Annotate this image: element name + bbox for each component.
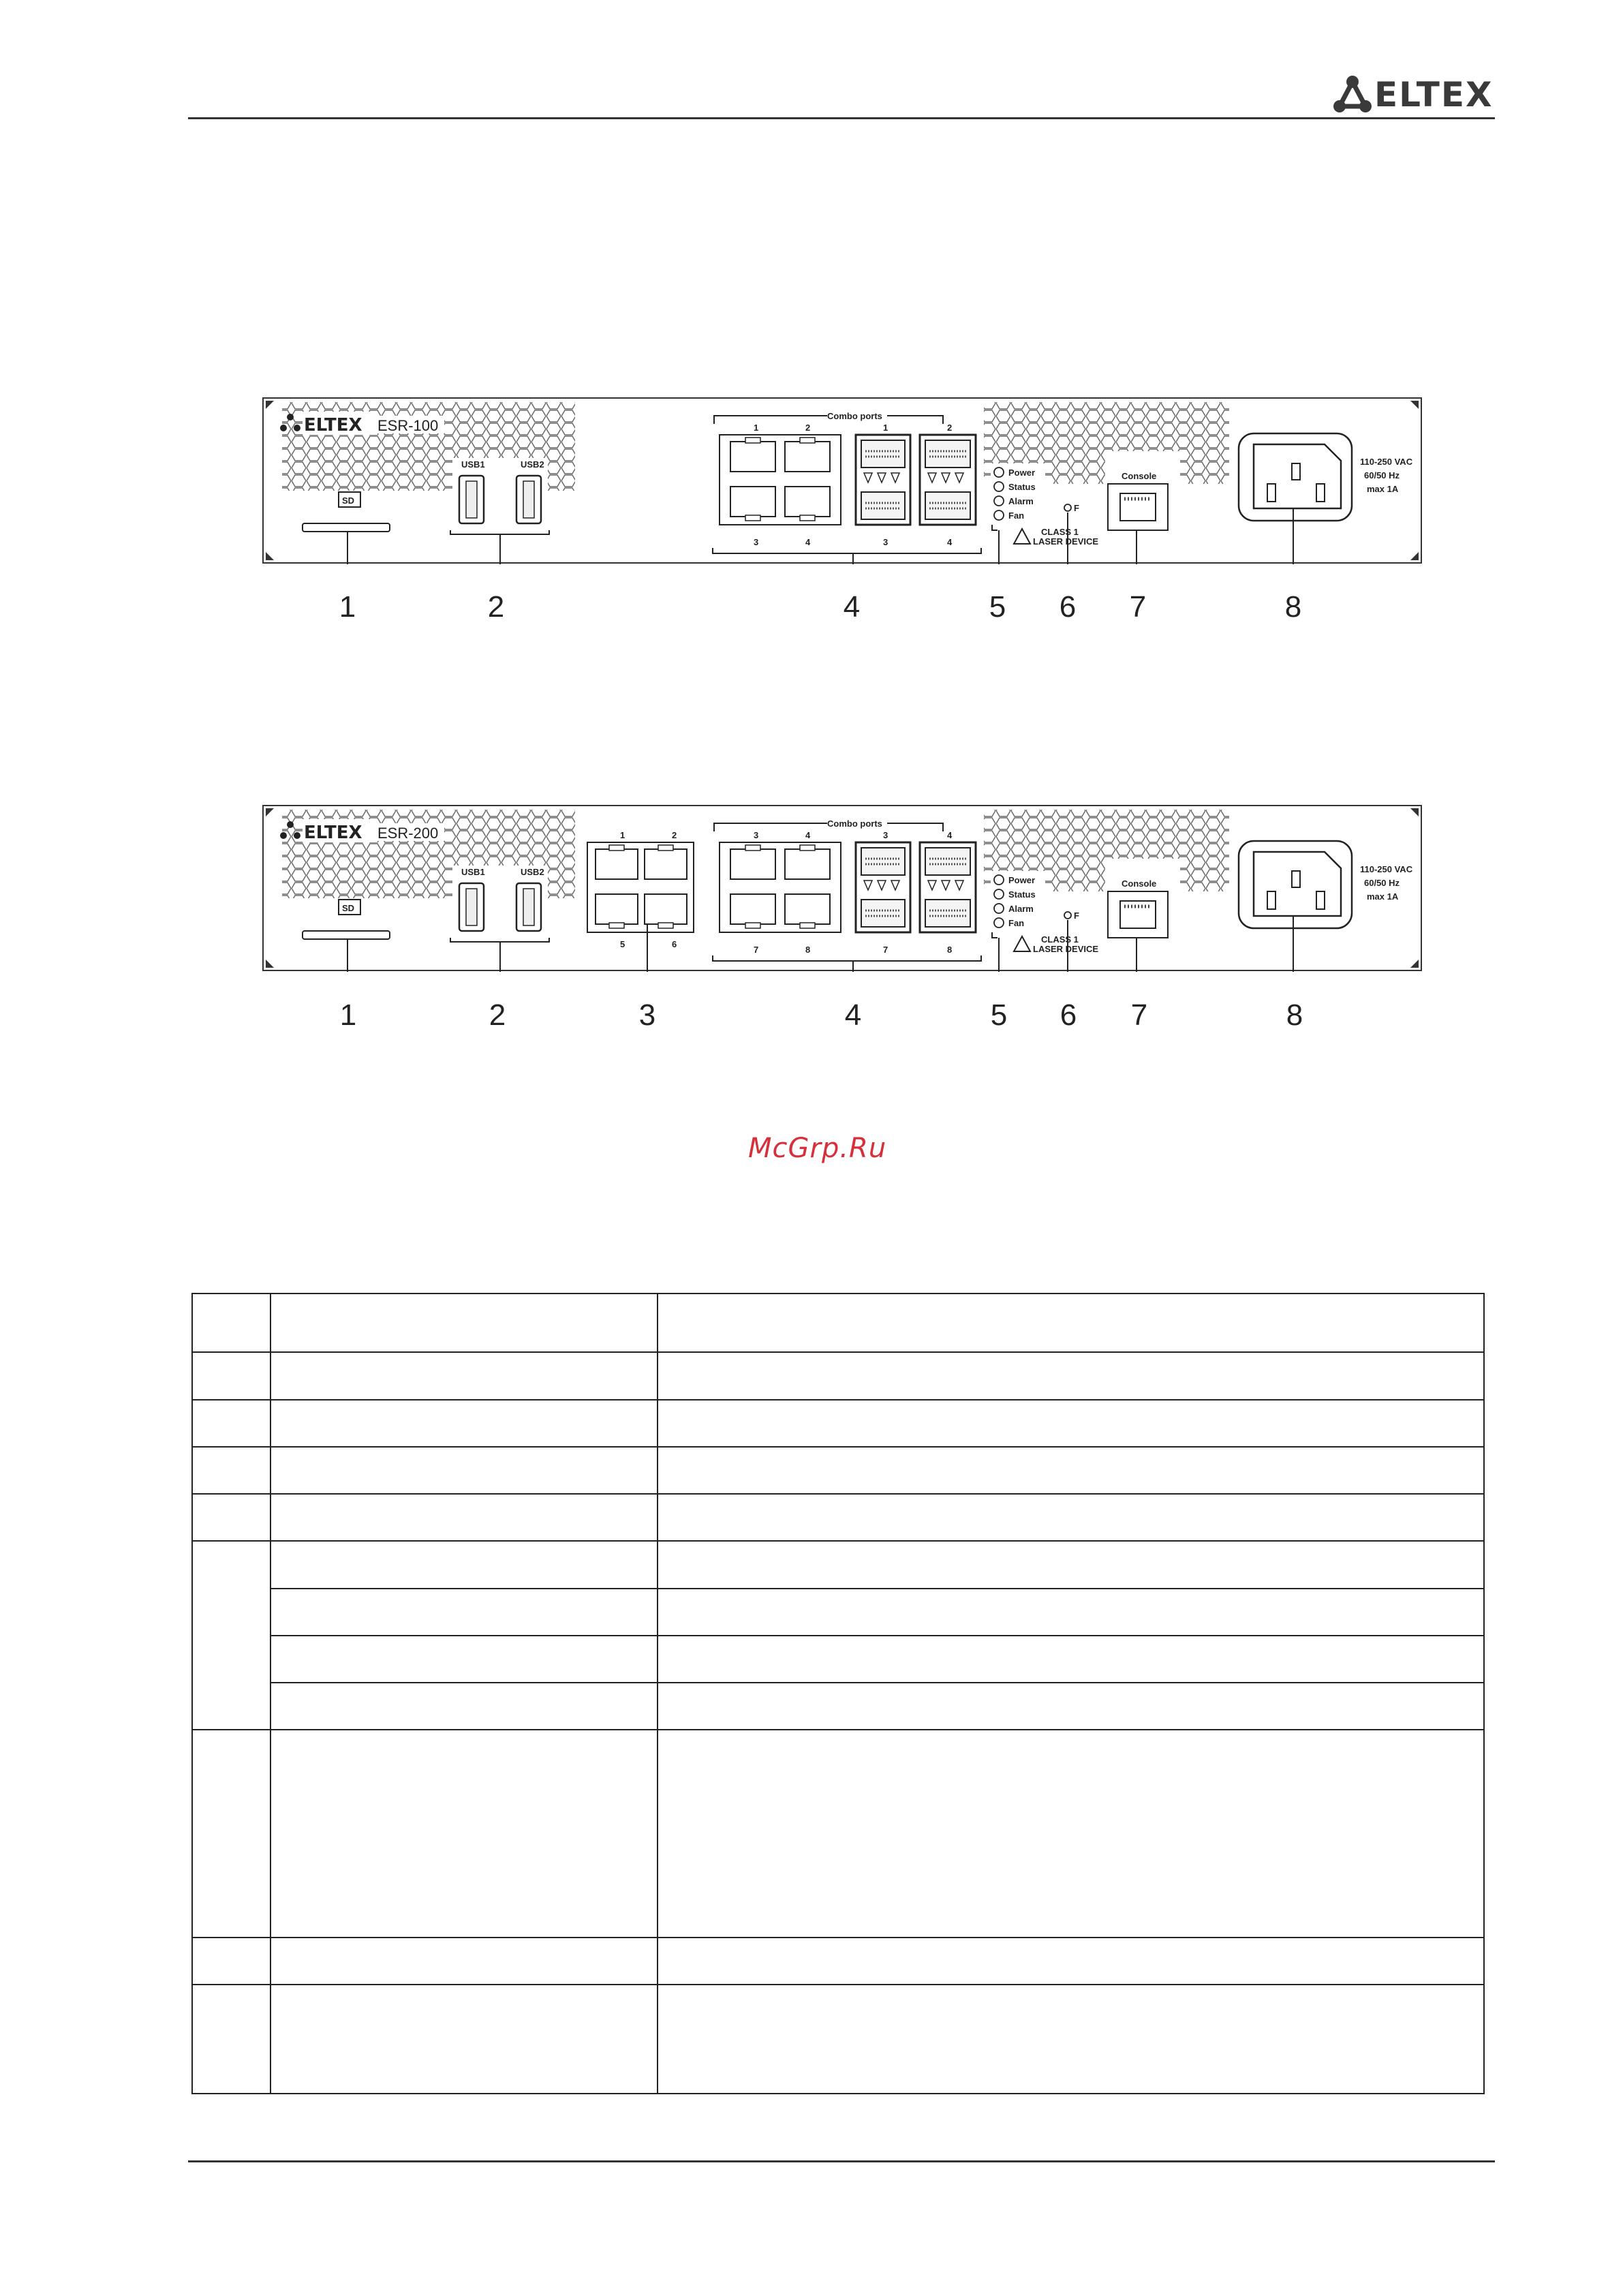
led-status (994, 889, 1004, 899)
sfp-port[interactable] (861, 848, 905, 875)
rj45-port[interactable] (730, 438, 775, 472)
sfp-port[interactable] (861, 900, 905, 927)
power-rating-current: max 1A (1367, 484, 1399, 494)
led-fan (994, 510, 1004, 520)
rj45-port[interactable] (785, 894, 830, 928)
led-alarm (994, 496, 1004, 506)
rj45-label-top-2: 2 (672, 830, 677, 840)
sfp-port[interactable] (925, 900, 970, 927)
callout-8: 8 (1286, 998, 1303, 1032)
power-rating-voltage: 110-250 VAC (1360, 457, 1413, 467)
power-rating-frequency: 60/50 Hz (1364, 878, 1400, 888)
callout-1: 1 (339, 590, 356, 624)
combo-label-top-1: 1 (754, 423, 759, 433)
callout-7: 7 (1129, 590, 1147, 624)
table-row (192, 1541, 1484, 1589)
callout-2: 2 (489, 998, 506, 1032)
rj45-port[interactable] (645, 845, 687, 879)
console-port[interactable] (1108, 484, 1168, 530)
svg-text:SD: SD (342, 495, 355, 506)
f-reset-button[interactable] (1064, 504, 1071, 511)
watermark: McGrp.Ru (748, 1133, 887, 1164)
rj45-label-bottom-2: 6 (672, 939, 677, 949)
sfp-port[interactable] (925, 848, 970, 875)
led-power-label: Power (1008, 875, 1036, 885)
callout-5: 5 (989, 590, 1006, 624)
led-status (994, 482, 1004, 491)
front-panel-description-table (191, 1293, 1485, 2094)
panel-brand: ELTEX (304, 823, 362, 843)
rj45-port[interactable] (730, 487, 775, 521)
combo-label-top-4: 4 (947, 830, 953, 840)
header-rule (188, 117, 1495, 119)
combo-label-top-4: 2 (947, 423, 953, 433)
rj45-port[interactable] (596, 894, 638, 928)
combo-label-bottom-3: 3 (883, 537, 888, 547)
esr100-front-panel (262, 397, 1423, 564)
sfp-port[interactable] (925, 492, 970, 519)
rj45-label-top-1: 1 (620, 830, 625, 840)
rj45-port[interactable] (785, 487, 830, 521)
callout-6: 6 (1059, 590, 1077, 624)
console-port[interactable] (1108, 891, 1168, 938)
sfp-port[interactable] (861, 492, 905, 519)
svg-text:SD: SD (342, 903, 355, 913)
panel-model: ESR-100 (377, 417, 439, 434)
table-row (192, 1938, 1484, 1985)
led-alarm-label: Alarm (1008, 496, 1034, 506)
combo-label-bottom-4: 8 (947, 945, 953, 955)
led-power-label: Power (1008, 468, 1036, 478)
table-row (192, 1447, 1484, 1494)
table-row (192, 1494, 1484, 1541)
table-row (192, 1352, 1484, 1400)
rj45-port[interactable] (785, 438, 830, 472)
combo-label-bottom-1: 7 (754, 945, 759, 955)
esr200-front-panel (262, 804, 1423, 972)
sfp-port[interactable] (925, 440, 970, 468)
eltex-logo-text: ELTEX (1374, 75, 1494, 114)
table-row (192, 1730, 1484, 1938)
callout-2: 2 (487, 590, 505, 624)
table-row (192, 1589, 1484, 1636)
callout-3: 3 (638, 998, 656, 1032)
usb1-label: USB1 (461, 459, 485, 470)
panel-model: ESR-200 (377, 825, 439, 842)
led-status-label: Status (1008, 889, 1036, 900)
f-label: F (1074, 910, 1079, 921)
f-label: F (1074, 503, 1079, 513)
laser-device-label: LASER DEVICE (1033, 536, 1099, 547)
panel-brand: ELTEX (304, 415, 362, 435)
rj45-label-bottom-1: 5 (620, 939, 625, 949)
power-rating-current: max 1A (1367, 891, 1399, 902)
power-inlet[interactable] (1239, 433, 1352, 521)
callout-5: 5 (990, 998, 1008, 1032)
callout-7: 7 (1130, 998, 1148, 1032)
rj45-port[interactable] (785, 845, 830, 879)
callout-8: 8 (1284, 590, 1302, 624)
combo-label-top-2: 4 (805, 830, 811, 840)
power-rating-frequency: 60/50 Hz (1364, 470, 1400, 480)
usb2-label: USB2 (521, 459, 544, 470)
led-status-label: Status (1008, 482, 1036, 492)
led-power (994, 875, 1004, 885)
led-fan-label: Fan (1008, 918, 1025, 928)
table-row (192, 1985, 1484, 2094)
usb1-label: USB1 (461, 867, 485, 877)
combo-label-top-2: 2 (805, 423, 811, 433)
combo-label-bottom-1: 3 (754, 537, 759, 547)
console-label: Console (1122, 471, 1157, 481)
callout-4: 4 (843, 590, 861, 624)
callout-6: 6 (1060, 998, 1077, 1032)
table-row (192, 1294, 1484, 1352)
rj45-port[interactable] (730, 845, 775, 879)
rj45-port[interactable] (596, 845, 638, 879)
eltex-logo (1332, 74, 1496, 114)
led-alarm (994, 904, 1004, 913)
laser-class-label: CLASS 1 (1041, 527, 1079, 537)
laser-class-label: CLASS 1 (1041, 934, 1079, 945)
combo-label-bottom-2: 4 (805, 537, 811, 547)
table-row (192, 1400, 1484, 1447)
eltex-logo-icon (1332, 74, 1373, 114)
combo-ports-title: Combo ports (827, 411, 882, 421)
f-reset-button[interactable] (1064, 912, 1071, 919)
led-fan-label: Fan (1008, 510, 1025, 521)
rj45-port[interactable] (645, 894, 687, 928)
sfp-port[interactable] (861, 440, 905, 468)
power-rating-voltage: 110-250 VAC (1360, 864, 1413, 874)
led-fan (994, 918, 1004, 928)
combo-label-top-1: 3 (754, 830, 759, 840)
callout-1: 1 (339, 998, 357, 1032)
combo-label-top-3: 3 (883, 830, 888, 840)
callout-4: 4 (844, 998, 862, 1032)
combo-label-bottom-3: 7 (883, 945, 888, 955)
combo-label-top-3: 1 (883, 423, 888, 433)
combo-label-bottom-2: 8 (805, 945, 811, 955)
led-power (994, 468, 1004, 477)
led-alarm-label: Alarm (1008, 904, 1034, 914)
console-label: Console (1122, 878, 1157, 889)
combo-label-bottom-4: 4 (947, 537, 953, 547)
combo-ports-title: Combo ports (827, 818, 882, 829)
table-row (192, 1683, 1484, 1730)
rj45-port[interactable] (730, 894, 775, 928)
footer-rule (188, 2160, 1495, 2162)
laser-device-label: LASER DEVICE (1033, 944, 1099, 954)
table-row (192, 1636, 1484, 1683)
power-inlet[interactable] (1239, 841, 1352, 928)
usb2-label: USB2 (521, 867, 544, 877)
